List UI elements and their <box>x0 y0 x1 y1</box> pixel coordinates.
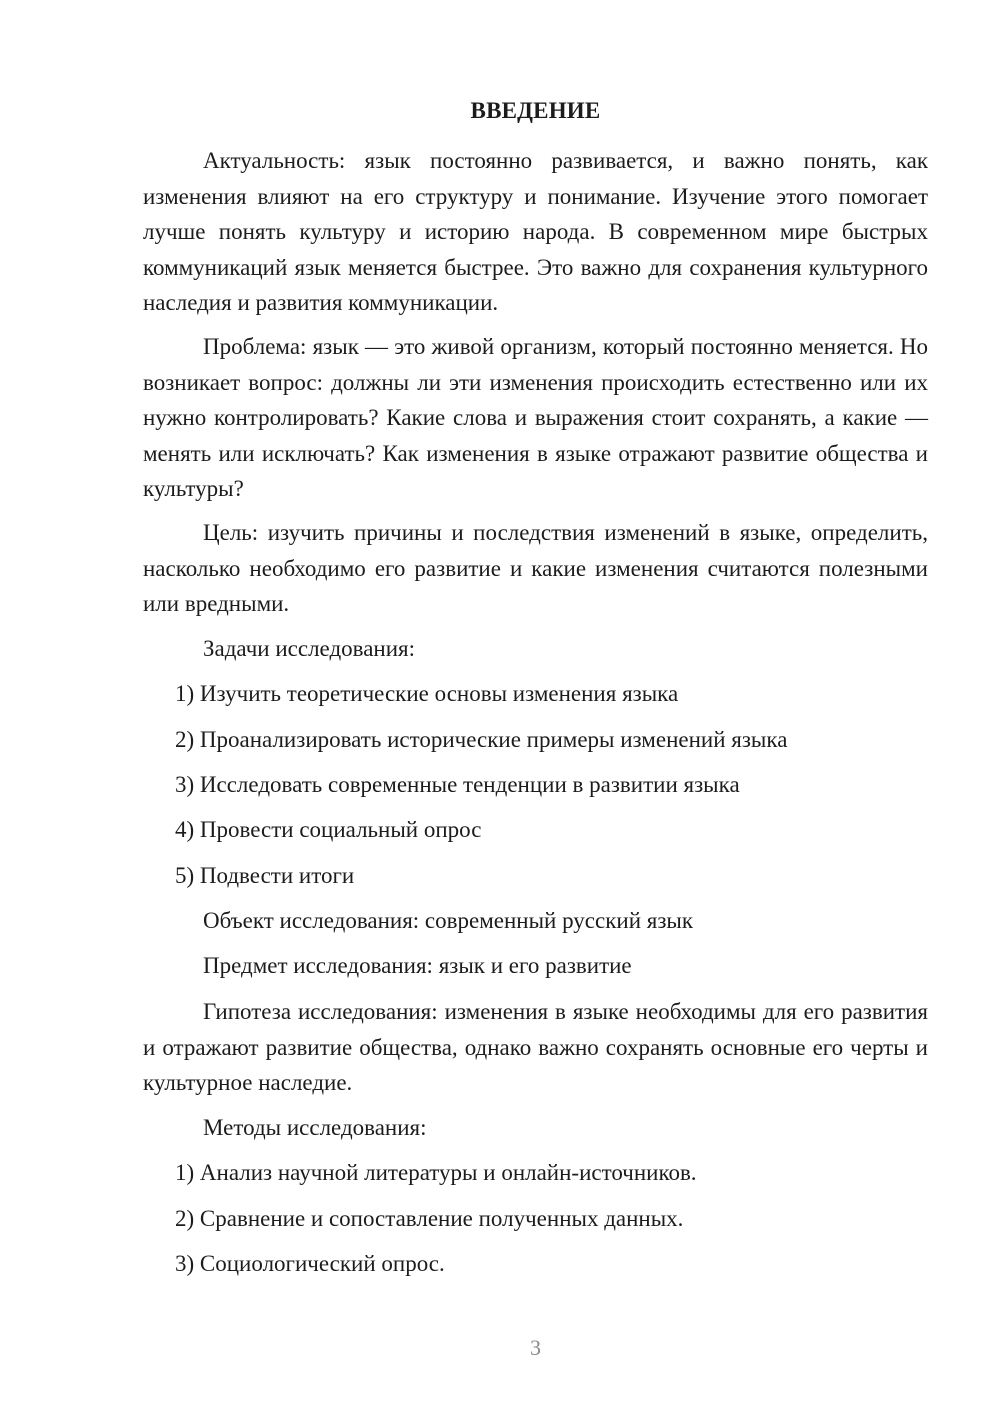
tasks-heading: Задачи исследования: <box>203 636 416 661</box>
task-item: 1) Изучить теоретические основы изменения языка <box>175 681 679 706</box>
methods-heading: Методы исследования: <box>203 1115 427 1140</box>
page-number: 3 <box>530 1335 541 1360</box>
relevance-paragraph: Актуальность: язык постоянно развивается, и важно понять, как изменения влияют на его структуру и понимание. Изучение этого помогает лучше понять культуру и историю народа. В современном мире быстрых коммуникаций язык меняется быстрее. Это важно для сохранения культурного наследия и развития коммуникации. <box>143 148 928 315</box>
method-item: 1) Анализ научной литературы и онлайн-источников. <box>175 1160 697 1185</box>
task-item: 2) Проанализировать исторические примеры изменений языка <box>175 727 788 752</box>
problem-paragraph: Проблема: язык — это живой организм, который постоянно меняется. Но возникает вопрос: должны ли эти изменения происходить естественно или их нужно контролировать? Какие слова и выражения стоит сохранять, а какие — менять или исключать? Как изменения в языке отражают развитие общества и культуры? <box>143 334 928 501</box>
document-page <box>143 0 928 1414</box>
method-item: 2) Сравнение и сопоставление полученных данных. <box>175 1206 684 1231</box>
subject-line: Предмет исследования: язык и его развитие <box>203 953 632 978</box>
task-item: 4) Провести социальный опрос <box>175 817 482 842</box>
goal-paragraph: Цель: изучить причины и последствия изменений в языке, определить, насколько необходимо его развитие и какие изменения считаются полезными или вредными. <box>143 520 928 616</box>
hypothesis-paragraph: Гипотеза исследования: изменения в языке необходимы для его развития и отражают развитие общества, однако важно сохранять основные его черты и культурное наследие. <box>143 999 928 1095</box>
section-title: ВВЕДЕНИЕ <box>470 98 601 123</box>
task-item: 3) Исследовать современные тенденции в развитии языка <box>175 772 740 797</box>
object-line: Объект исследования: современный русский язык <box>203 908 694 933</box>
task-item: 5) Подвести итоги <box>175 863 355 888</box>
method-item: 3) Социологический опрос. <box>175 1251 445 1276</box>
